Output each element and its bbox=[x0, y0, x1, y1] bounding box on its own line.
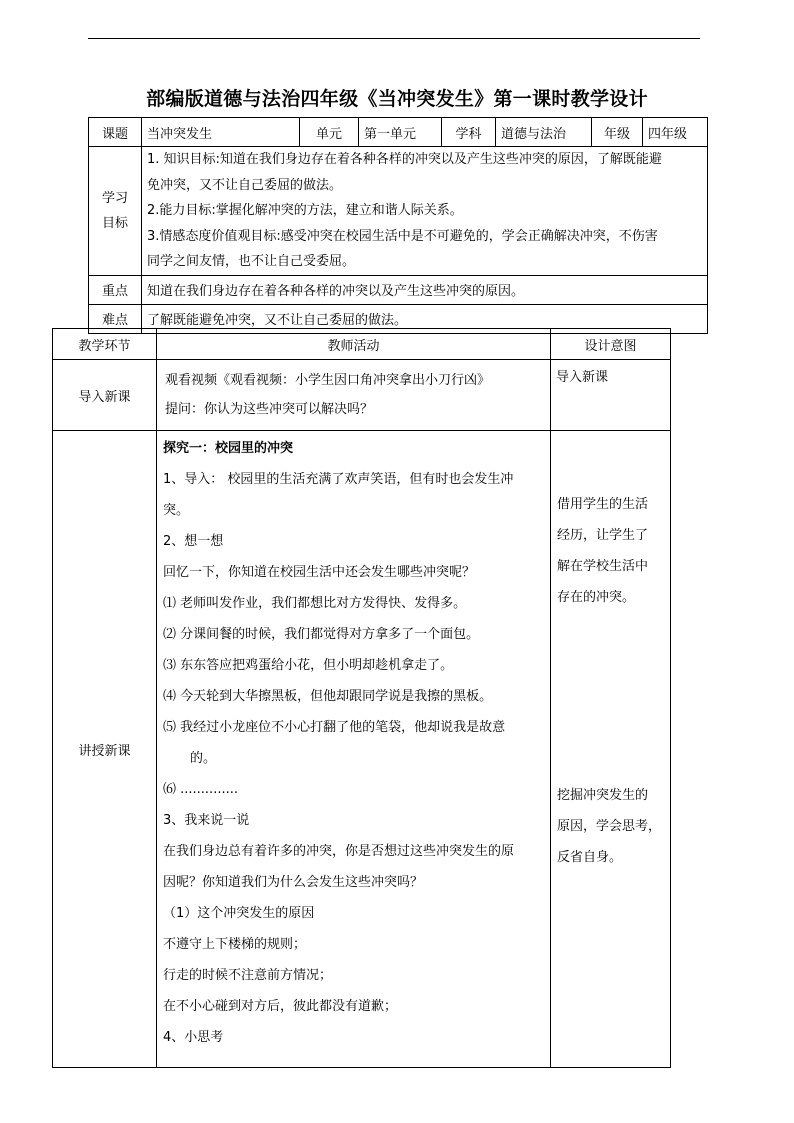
intent-line: 存在的冲突。 bbox=[557, 590, 636, 605]
step3-heading: 3、我来说一说 bbox=[163, 813, 250, 828]
goals-label-line: 目标 bbox=[101, 215, 128, 231]
topic-value: 当冲突发生 bbox=[142, 118, 300, 147]
intro-intent: 导入新课 bbox=[551, 360, 671, 431]
step3-line: 在我们身边总有着许多的冲突，你是否想过这些冲突发生的原 bbox=[163, 844, 515, 859]
grade-label: 年级 bbox=[592, 118, 643, 147]
info-row-topic bbox=[89, 118, 708, 147]
subject-value: 道德与法治 bbox=[496, 118, 592, 147]
plan-header-row bbox=[53, 329, 671, 360]
conflict-item: ⑴ 老师叫发作业，我们都想比对方发得快、发得多。 bbox=[163, 596, 467, 611]
conflict-item: ⑵ 分课间餐的时候，我们都觉得对方拿多了一个面包。 bbox=[163, 627, 480, 642]
intent-spacer bbox=[557, 613, 664, 780]
explore-title: 探究一：校园里的冲突 bbox=[163, 441, 294, 456]
lesson-stage: 讲授新课 bbox=[53, 431, 157, 1068]
key-label: 重点 bbox=[89, 275, 142, 304]
header-intent: 设计意图 bbox=[551, 329, 671, 360]
conflict-item-continued: 的。 bbox=[190, 751, 217, 766]
difficulty-content: 了解既能避免冲突，又不让自己委屈的做法。 bbox=[142, 304, 708, 333]
info-row-key bbox=[89, 275, 708, 304]
step1-line: 突。 bbox=[163, 503, 190, 518]
intro-activity bbox=[157, 360, 551, 431]
step2-heading: 2、想一想 bbox=[163, 534, 224, 549]
unit-value: 第一单元 bbox=[359, 118, 442, 147]
info-table bbox=[88, 117, 708, 334]
page-title: 部编版道德与法治四年级《当冲突发生》第一课时教学设计 bbox=[146, 88, 648, 110]
intro-line: 提问：你认为这些冲突可以解决吗？ bbox=[165, 402, 374, 417]
plan-row-intro bbox=[53, 360, 671, 431]
conflict-item: ⑶ 东东答应把鸡蛋给小花，但小明却趁机拿走了。 bbox=[163, 658, 454, 673]
intro-stage: 导入新课 bbox=[53, 360, 157, 431]
conflict-item: ⑸ 我经过小龙座位不小心打翻了他的笔袋，他却说我是故意 bbox=[163, 720, 506, 735]
reason-item: 不遵守上下楼梯的规则； bbox=[163, 937, 307, 952]
goal-line: 免冲突，又不让自己委屈的做法。 bbox=[147, 177, 343, 193]
step3-line: 因呢？你知道我们为什么会发生这些冲突吗？ bbox=[163, 875, 424, 890]
intent-line: 反省自身。 bbox=[557, 850, 623, 865]
goals-label-line: 学习 bbox=[101, 190, 128, 206]
goal-line: 1. 知识目标:知道在我们身边存在着各种各样的冲突以及产生这些冲突的原因，了解既能避 bbox=[147, 152, 662, 167]
intent-paragraph-2 bbox=[557, 780, 664, 873]
subject-label: 学科 bbox=[442, 118, 496, 147]
intent-line: 借用学生的生活 bbox=[557, 497, 649, 512]
header-rule bbox=[88, 38, 700, 39]
header-activity: 教师活动 bbox=[157, 329, 551, 360]
intent-line: 原因，学会思考， bbox=[557, 819, 662, 834]
info-row-goals bbox=[89, 147, 708, 276]
intent-paragraph-1 bbox=[557, 489, 664, 613]
step4-heading: 4、小思考 bbox=[163, 1030, 224, 1045]
step2-question: 回忆一下，你知道在校园生活中还会发生哪些冲突呢？ bbox=[163, 565, 476, 580]
lesson-intent bbox=[551, 431, 671, 1068]
difficulty-label: 难点 bbox=[89, 304, 142, 333]
grade-value: 四年级 bbox=[643, 118, 708, 147]
plan-table bbox=[52, 328, 671, 1068]
goals-content bbox=[142, 147, 708, 276]
goals-label bbox=[89, 147, 142, 276]
intent-line: 解在学校生活中 bbox=[557, 559, 649, 574]
intent-spacer bbox=[557, 431, 664, 489]
unit-label: 单元 bbox=[300, 118, 359, 147]
reason-item: 行走的时候不注意前方情况； bbox=[163, 968, 333, 983]
topic-label: 课题 bbox=[89, 118, 142, 147]
key-content: 知道在我们身边存在着各种各样的冲突以及产生这些冲突的原因。 bbox=[142, 275, 708, 304]
plan-row-lesson bbox=[53, 431, 671, 1068]
goal-line: 3.情感态度价值观目标:感受冲突在校园生活中是不可避免的，学会正确解决冲突，不伤害 bbox=[147, 228, 658, 244]
reason-title: （1）这个冲突发生的原因 bbox=[163, 906, 315, 921]
intro-line: 观看视频《观看视频：小学生因口角冲突拿出小刀行凶》 bbox=[165, 373, 491, 388]
conflict-item: ⑷ 今天轮到大华擦黑板，但他却跟同学说是我擦的黑板。 bbox=[163, 689, 493, 704]
intent-line: 经历，让学生了 bbox=[557, 528, 649, 543]
step1-line: 1、导入： 校园里的生活充满了欢声笑语，但有时也会发生冲 bbox=[163, 472, 514, 487]
reason-item: 在不小心碰到对方后，彼此都没有道歉； bbox=[163, 999, 398, 1014]
goal-line: 同学之间友情，也不让自己受委屈。 bbox=[147, 254, 356, 269]
header-stage: 教学环节 bbox=[53, 329, 157, 360]
intent-line: 挖掘冲突发生的 bbox=[557, 788, 649, 803]
lesson-activity bbox=[157, 431, 551, 1068]
conflict-item: ⑹ .............. bbox=[163, 782, 238, 797]
goal-line: 2.能力目标:掌握化解冲突的方法，建立和谐人际关系。 bbox=[147, 203, 463, 218]
